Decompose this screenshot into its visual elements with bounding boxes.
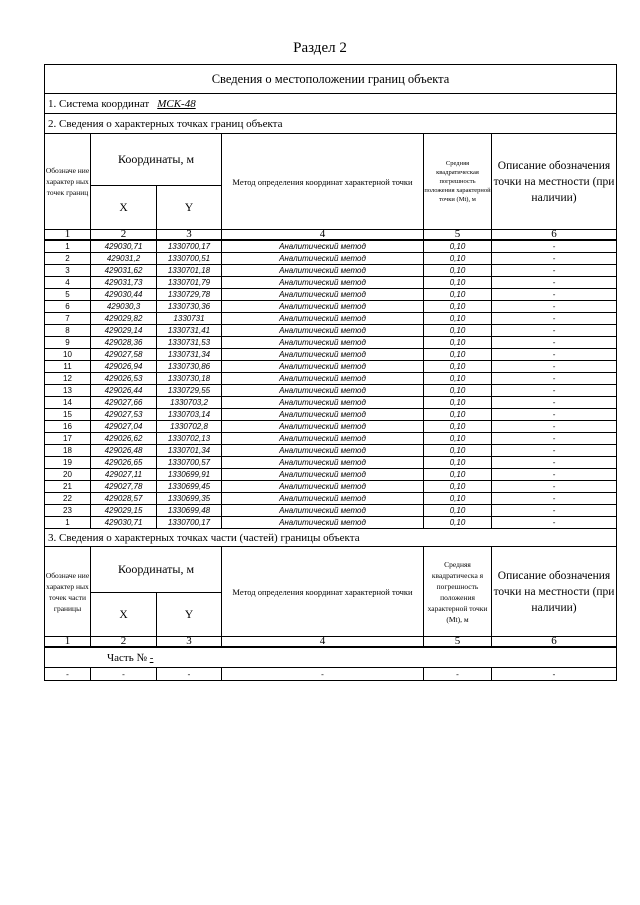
cell-x: 429030,71 xyxy=(91,517,157,529)
cell-m: Аналитический метод xyxy=(222,445,424,457)
cell-m: Аналитический метод xyxy=(222,349,424,361)
cell-d: - xyxy=(492,240,617,253)
cell-m: Аналитический метод xyxy=(222,289,424,301)
cell-e: 0,10 xyxy=(424,277,492,289)
cell-x: 429027,04 xyxy=(91,421,157,433)
cell-x: 429030,3 xyxy=(91,301,157,313)
table-row xyxy=(45,421,617,433)
cell-n: 6 xyxy=(45,301,91,313)
cell-m: Аналитический метод xyxy=(222,493,424,505)
col-num: 5 xyxy=(424,637,492,648)
cell-y: 1330731,41 xyxy=(157,325,222,337)
cell-e: 0,10 xyxy=(424,337,492,349)
cell-e: 0,10 xyxy=(424,469,492,481)
cell-d: - xyxy=(492,361,617,373)
cell-e: 0,10 xyxy=(424,361,492,373)
cell-x: 429031,73 xyxy=(91,277,157,289)
table-row xyxy=(45,469,617,481)
coord-system-value: МСК-48 xyxy=(157,97,196,110)
cell-m: Аналитический метод xyxy=(222,373,424,385)
cell-e: 0,10 xyxy=(424,289,492,301)
header-x-part: X xyxy=(91,593,157,637)
cell-y: 1330700,17 xyxy=(157,240,222,253)
cell-y: 1330699,48 xyxy=(157,505,222,517)
cell-y: 1330702,8 xyxy=(157,421,222,433)
cell-m: Аналитический метод xyxy=(222,253,424,265)
cell-d: - xyxy=(492,301,617,313)
cell-x: 429026,62 xyxy=(91,433,157,445)
part-value: - xyxy=(149,651,154,664)
cell-m: Аналитический метод xyxy=(222,277,424,289)
cell-d: - xyxy=(492,313,617,325)
cell-e: 0,10 xyxy=(424,505,492,517)
cell-n: 23 xyxy=(45,505,91,517)
header-point-name: Обозначе ние характер ных точек границ xyxy=(45,134,91,230)
boundary-table xyxy=(44,64,617,681)
col-num: 3 xyxy=(157,637,222,648)
cell-d: - xyxy=(492,469,617,481)
cell-y: 1330699,35 xyxy=(157,493,222,505)
cell-m: Аналитический метод xyxy=(222,505,424,517)
col-num: 5 xyxy=(424,230,492,241)
cell-d: - xyxy=(492,289,617,301)
part-cell: - xyxy=(424,668,492,681)
cell-d: - xyxy=(492,421,617,433)
table-row xyxy=(45,517,617,529)
column-numbers-row-part xyxy=(45,637,617,648)
cell-n: 18 xyxy=(45,445,91,457)
cell-n: 11 xyxy=(45,361,91,373)
table-row xyxy=(45,481,617,493)
cell-d: - xyxy=(492,433,617,445)
column-numbers-row xyxy=(45,230,617,241)
cell-e: 0,10 xyxy=(424,493,492,505)
cell-y: 1330729,55 xyxy=(157,385,222,397)
cell-n: 5 xyxy=(45,289,91,301)
header-y: Y xyxy=(157,186,222,230)
cell-x: 429027,66 xyxy=(91,397,157,409)
cell-e: 0,10 xyxy=(424,240,492,253)
col-num: 2 xyxy=(91,637,157,648)
col-num: 1 xyxy=(45,637,91,648)
table-row xyxy=(45,289,617,301)
cell-y: 1330731 xyxy=(157,313,222,325)
cell-d: - xyxy=(492,481,617,493)
col-num: 6 xyxy=(492,230,617,241)
cell-d: - xyxy=(492,253,617,265)
header-y-part: Y xyxy=(157,593,222,637)
cell-d: - xyxy=(492,457,617,469)
header-description-part: Описание обозначения точки на местности (при наличии) xyxy=(492,547,617,637)
cell-n: 13 xyxy=(45,385,91,397)
cell-n: 4 xyxy=(45,277,91,289)
cell-y: 1330730,18 xyxy=(157,373,222,385)
cell-n: 2 xyxy=(45,253,91,265)
cell-y: 1330729,78 xyxy=(157,289,222,301)
table-row xyxy=(45,325,617,337)
cell-d: - xyxy=(492,373,617,385)
cell-y: 1330731,53 xyxy=(157,337,222,349)
header-coords: Координаты, м xyxy=(91,134,222,186)
table-row xyxy=(45,493,617,505)
cell-e: 0,10 xyxy=(424,313,492,325)
cell-d: - xyxy=(492,445,617,457)
cell-d: - xyxy=(492,409,617,421)
cell-d: - xyxy=(492,277,617,289)
cell-n: 1 xyxy=(45,517,91,529)
cell-x: 429028,57 xyxy=(91,493,157,505)
cell-d: - xyxy=(492,505,617,517)
cell-e: 0,10 xyxy=(424,481,492,493)
table-row xyxy=(45,337,617,349)
cell-m: Аналитический метод xyxy=(222,481,424,493)
col-num: 2 xyxy=(91,230,157,241)
coord-system-row xyxy=(45,94,617,114)
cell-x: 429028,36 xyxy=(91,337,157,349)
cell-n: 17 xyxy=(45,433,91,445)
cell-n: 8 xyxy=(45,325,91,337)
coord-system-label: 1. Система координат xyxy=(48,97,150,110)
cell-x: 429026,94 xyxy=(91,361,157,373)
table-row xyxy=(45,349,617,361)
table-row xyxy=(45,313,617,325)
section3-title: 3. Сведения о характерных точках части (частей) границы объекта xyxy=(45,529,617,547)
col-num: 4 xyxy=(222,230,424,241)
cell-x: 429026,44 xyxy=(91,385,157,397)
cell-m: Аналитический метод xyxy=(222,337,424,349)
cell-d: - xyxy=(492,325,617,337)
part-data-row xyxy=(45,668,617,681)
cell-e: 0,10 xyxy=(424,373,492,385)
cell-m: Аналитический метод xyxy=(222,240,424,253)
cell-y: 1330730,36 xyxy=(157,301,222,313)
cell-n: 21 xyxy=(45,481,91,493)
header-method: Метод определения координат характерной точки xyxy=(222,134,424,230)
cell-d: - xyxy=(492,493,617,505)
cell-e: 0,10 xyxy=(424,265,492,277)
cell-x: 429027,58 xyxy=(91,349,157,361)
table-row xyxy=(45,445,617,457)
table-row xyxy=(45,253,617,265)
cell-n: 9 xyxy=(45,337,91,349)
cell-x: 429027,78 xyxy=(91,481,157,493)
cell-x: 429030,71 xyxy=(91,240,157,253)
header-description: Описание обозначения точки на местности (при наличии) xyxy=(492,134,617,230)
cell-y: 1330700,17 xyxy=(157,517,222,529)
cell-x: 429029,14 xyxy=(91,325,157,337)
cell-y: 1330730,86 xyxy=(157,361,222,373)
cell-m: Аналитический метод xyxy=(222,361,424,373)
cell-e: 0,10 xyxy=(424,349,492,361)
table-row xyxy=(45,361,617,373)
cell-d: - xyxy=(492,337,617,349)
cell-d: - xyxy=(492,265,617,277)
cell-d: - xyxy=(492,385,617,397)
cell-e: 0,10 xyxy=(424,301,492,313)
table-row xyxy=(45,505,617,517)
table-row xyxy=(45,240,617,253)
cell-y: 1330699,45 xyxy=(157,481,222,493)
cell-x: 429026,48 xyxy=(91,445,157,457)
cell-y: 1330731,34 xyxy=(157,349,222,361)
table-row xyxy=(45,457,617,469)
cell-e: 0,10 xyxy=(424,397,492,409)
table-row xyxy=(45,265,617,277)
table-row xyxy=(45,373,617,385)
part-label: Часть № xyxy=(107,651,147,664)
cell-y: 1330699,91 xyxy=(157,469,222,481)
cell-e: 0,10 xyxy=(424,409,492,421)
cell-x: 429030,44 xyxy=(91,289,157,301)
section-header: Сведения о местоположении границ объекта xyxy=(45,65,617,94)
cell-y: 1330701,34 xyxy=(157,445,222,457)
cell-d: - xyxy=(492,397,617,409)
cell-n: 16 xyxy=(45,421,91,433)
cell-m: Аналитический метод xyxy=(222,385,424,397)
header-coords-part: Координаты, м xyxy=(91,547,222,593)
cell-n: 7 xyxy=(45,313,91,325)
cell-e: 0,10 xyxy=(424,325,492,337)
cell-x: 429026,65 xyxy=(91,457,157,469)
cell-x: 429029,15 xyxy=(91,505,157,517)
cell-e: 0,10 xyxy=(424,385,492,397)
cell-y: 1330703,2 xyxy=(157,397,222,409)
header-error: Средняя квадратическая погрешность положения характерной точки (Mt), м xyxy=(424,134,492,230)
cell-n: 14 xyxy=(45,397,91,409)
cell-n: 1 xyxy=(45,240,91,253)
part-row xyxy=(45,647,617,668)
cell-y: 1330702,13 xyxy=(157,433,222,445)
col-num: 4 xyxy=(222,637,424,648)
header-x: X xyxy=(91,186,157,230)
col-num: 6 xyxy=(492,637,617,648)
cell-n: 22 xyxy=(45,493,91,505)
cell-e: 0,10 xyxy=(424,433,492,445)
cell-m: Аналитический метод xyxy=(222,409,424,421)
cell-m: Аналитический метод xyxy=(222,265,424,277)
part-cell: - xyxy=(492,668,617,681)
table-row xyxy=(45,409,617,421)
cell-y: 1330700,57 xyxy=(157,457,222,469)
cell-y: 1330700,51 xyxy=(157,253,222,265)
cell-x: 429027,11 xyxy=(91,469,157,481)
part-cell: - xyxy=(91,668,157,681)
page-title: Раздел 2 xyxy=(293,40,347,56)
cell-n: 3 xyxy=(45,265,91,277)
cell-m: Аналитический метод xyxy=(222,433,424,445)
header-method-part: Метод определения координат характерной точки xyxy=(222,547,424,637)
cell-n: 12 xyxy=(45,373,91,385)
part-cell: - xyxy=(222,668,424,681)
col-num: 3 xyxy=(157,230,222,241)
part-cell: - xyxy=(45,668,91,681)
cell-m: Аналитический метод xyxy=(222,301,424,313)
cell-d: - xyxy=(492,349,617,361)
cell-x: 429027,53 xyxy=(91,409,157,421)
cell-x: 429026,53 xyxy=(91,373,157,385)
cell-n: 19 xyxy=(45,457,91,469)
cell-n: 20 xyxy=(45,469,91,481)
cell-e: 0,10 xyxy=(424,421,492,433)
cell-n: 15 xyxy=(45,409,91,421)
cell-y: 1330701,79 xyxy=(157,277,222,289)
table-row xyxy=(45,433,617,445)
part-cell: - xyxy=(157,668,222,681)
cell-y: 1330703,14 xyxy=(157,409,222,421)
cell-x: 429031,2 xyxy=(91,253,157,265)
cell-m: Аналитический метод xyxy=(222,421,424,433)
header-error-part: Средняя квадратическа я погрешность положения характерной точки (Mt), м xyxy=(424,547,492,637)
cell-m: Аналитический метод xyxy=(222,397,424,409)
header-point-name-part: Обозначе ние характер ных точек части границы xyxy=(45,547,91,637)
cell-m: Аналитический метод xyxy=(222,517,424,529)
table-row xyxy=(45,301,617,313)
cell-m: Аналитический метод xyxy=(222,457,424,469)
cell-m: Аналитический метод xyxy=(222,325,424,337)
cell-y: 1330701,18 xyxy=(157,265,222,277)
cell-e: 0,10 xyxy=(424,253,492,265)
cell-m: Аналитический метод xyxy=(222,469,424,481)
cell-x: 429031,62 xyxy=(91,265,157,277)
cell-m: Аналитический метод xyxy=(222,313,424,325)
section2-title: 2. Сведения о характерных точках границ объекта xyxy=(45,114,617,134)
cell-e: 0,10 xyxy=(424,517,492,529)
cell-d: - xyxy=(492,517,617,529)
col-num: 1 xyxy=(45,230,91,241)
table-row xyxy=(45,397,617,409)
cell-n: 10 xyxy=(45,349,91,361)
table-row xyxy=(45,385,617,397)
cell-e: 0,10 xyxy=(424,457,492,469)
cell-x: 429029,82 xyxy=(91,313,157,325)
table-row xyxy=(45,277,617,289)
cell-e: 0,10 xyxy=(424,445,492,457)
